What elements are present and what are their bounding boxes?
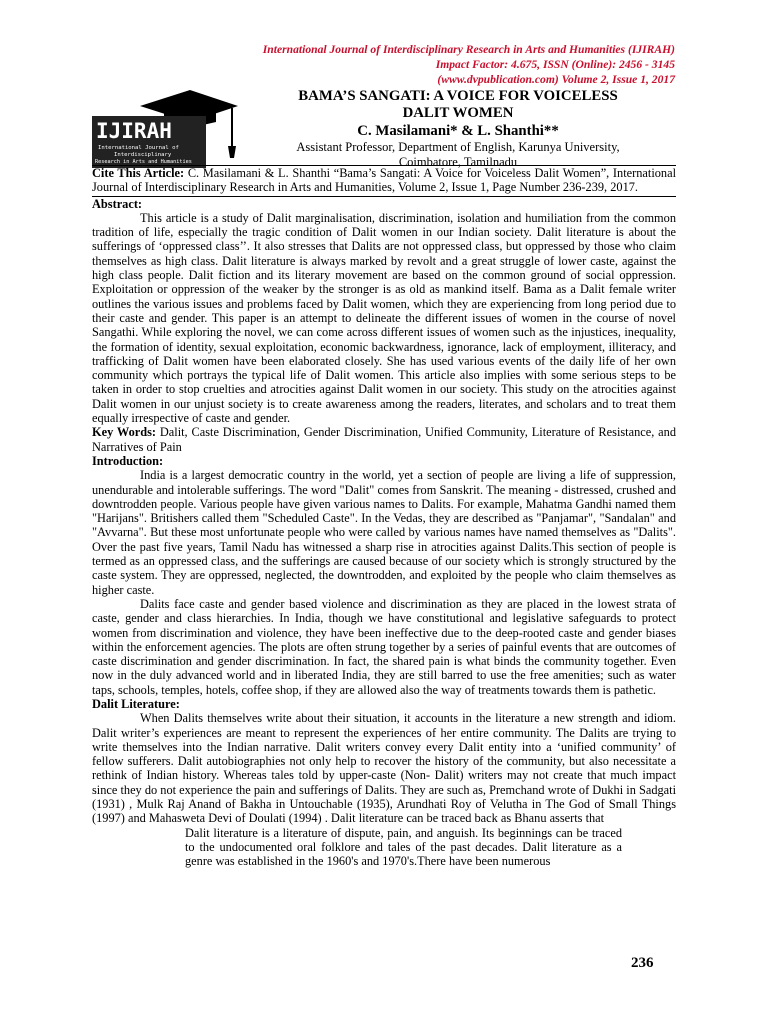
citation-label: Cite This Article: [92, 166, 185, 180]
article-title-line-1: BAMA’S SANGATI: A VOICE FOR VOICELESS [298, 88, 618, 104]
keywords-label: Key Words: [92, 425, 156, 440]
journal-volume-issue: (www.dvpublication.com) Volume 2, Issue 1, 2017 [437, 73, 675, 86]
introduction-heading: Introduction: [92, 453, 164, 468]
article-authors: C. Masilamani* & L. Shanthi** [357, 123, 559, 139]
abstract-heading: Abstract: [92, 196, 143, 211]
logo-acronym: IJIRAH [96, 119, 172, 143]
graduation-cap-icon [92, 88, 240, 168]
keywords [92, 425, 676, 454]
introduction-paragraph-1: India is a largest democratic country in the world, yet a section of people are living a life of suppression, unendurable and intolerable sufferings. The word "Dalit" comes from Sanskrit. The meaning - distressed, crushed and downtrodden people. Various people have given various names to Dalits. For example, Mahatma Gandhi named them "Harijans". Britishers called them "Scheduled Caste". In the Vedas, they are described as "Panjamar", "Sandalan" and "Avvarna". But these most unfortunate people who were called by various names have named themselves as "Dalits". Over the past five years, Tamil Nadu has witnessed a sharp rise in atrocities against Dalits.This section of people is termed as an oppressed class, and the sufferings are caused because of our society which is strongly structured by the caste system. They are oppressed, neglected, the downtrodden, and exploited by the people who claim themselves as higher caste. [92, 468, 676, 597]
citation [92, 166, 676, 195]
ijirah-logo [92, 88, 240, 168]
logo-line-3: Research in Arts and Humanities [95, 159, 192, 165]
author-affiliation-line-1: Assistant Professor, Department of English, Karunya University, [296, 140, 620, 154]
block-quote: Dalit literature is a literature of dispute, pain, and anguish. Its beginnings can be traced to the undocumented oral folklore and tales of the past decades. Dalit literature as a genre was established in the 1960's and 1970's.There have been numerous [185, 825, 622, 869]
abstract-text: This article is a study of Dalit marginalisation, discrimination, isolation and humiliation from the common tradition of life, especially the tragic condition of Dalit women in our Indian society. Dalit literature is about the sufferings of ‘oppressed class’’. It also stresses that Dalits are not oppressed class, but oppressed by those who claim themselves as high class. Dalit literature is always marked by revolt and a great struggle of lower caste, against the high class people. Dalit fiction and its literary movement are based on the common ground of social oppression. Exploitation or oppression of the weaker by the stronger is as old as mankind itself. Bama as a Dalit female writer outlines the various issues and problems faced by Dalit women, which they are experiencing from long period due to their caste and gender. This paper is an attempt to delineate the different issues of women in the course of novel Sangathi. While exploring the novel, we can come across different issues of women such as the injustices, inequality, the formation of identity, sexual exploitation, economic backwardness, ignorance, lack of employment, illiteracy, and trafficking of Dalit women have been elaborated closely. She has used various events of the daily life of her own community which portrays the typical life of Dalit women. This article also implies with some serious steps to be taken in order to stop cruelties and atrocities against Dalit women in our society. This study on the atrocities against Dalit women in our unjust society is to create awareness among the readers, literates, and scholars and to treat them equally irrespective of caste and gender. [92, 210, 676, 426]
article-body [92, 166, 676, 869]
dalit-literature-paragraph: When Dalits themselves write about their situation, it accounts in the literature a new strength and idiom. Dalit writer’s experiences are meant to represent the experiences of her entire community. The Dalits are trying to write themselves into the Indian narrative. Dalit writers convey every Dalit entity into a ‘unified community’ of fellow sufferers. Dalit autobiographies not only help to recover the history of the community, but also necessitate a rethink of Indian history. Whereas tales told by upper-caste (Non- Dalit) writers may not create that much impact since they do not experience the pain and sufferings of Dalits. They are such as, Premchand wrote of Dukhi in Sadgati (1931) , Mulk Raj Anand of Bakha in Untouchable (1935), Arundhati Roy of Velutha in The God of Small Things (1997) and Mahasweta Devi of Doulati (1994) . Dalit literature can be traced back as Bhanu asserts that [92, 711, 676, 826]
citation-text: C. Masilamani & L. Shanthi “Bama’s Sangati: A Voice for Voiceless Dalit Women”, International Journal of Interdisciplinary Research in Arts and Humanities, Volume 2, Issue 1, Page Number 236-239, 2017. [92, 166, 676, 195]
dalit-literature-heading: Dalit Literature: [92, 696, 180, 711]
article-title-line-2: DALIT WOMEN [402, 105, 514, 121]
author-affiliation-line-2: Coimbatore, Tamilnadu [398, 155, 518, 169]
article-header [244, 88, 672, 170]
journal-header [263, 42, 675, 87]
journal-name: International Journal of Interdisciplinary Research in Arts and Humanities (IJIRAH) [262, 43, 675, 56]
introduction-paragraph-2: Dalits face caste and gender based violence and discrimination as they are placed in the lowest strata of caste, gender and class hierarchies. In India, though we have constitutional and legislative safeguards to protect women from discrimination and violence, they have been ineffective due to the deep-rooted caste and gender biases within the enforcement agencies. The plots are often strung together by a series of painful events that are outcomes of caste discrimination and gender discrimination. In fact, the shared pain is what binds the community together. Even now in the duly advanced world and in liberated India, they are still barred to use the free amenities; such as water taps, schools, temples, hotels, coffee shop, if they are allowed also the way of treatments towards them is pathetic. [92, 596, 676, 697]
logo-line-1: International Journal of [98, 145, 179, 151]
logo-line-2: Interdisciplinary [114, 152, 172, 158]
keywords-text: Dalit, Caste Discrimination, Gender Discrimination, Unified Community, Literature of Resistance, and Narratives of Pain [92, 425, 676, 454]
journal-impact-issn: Impact Factor: 4.675, ISSN (Online): 2456 - 3145 [435, 58, 675, 71]
page-number: 236 [631, 955, 654, 971]
